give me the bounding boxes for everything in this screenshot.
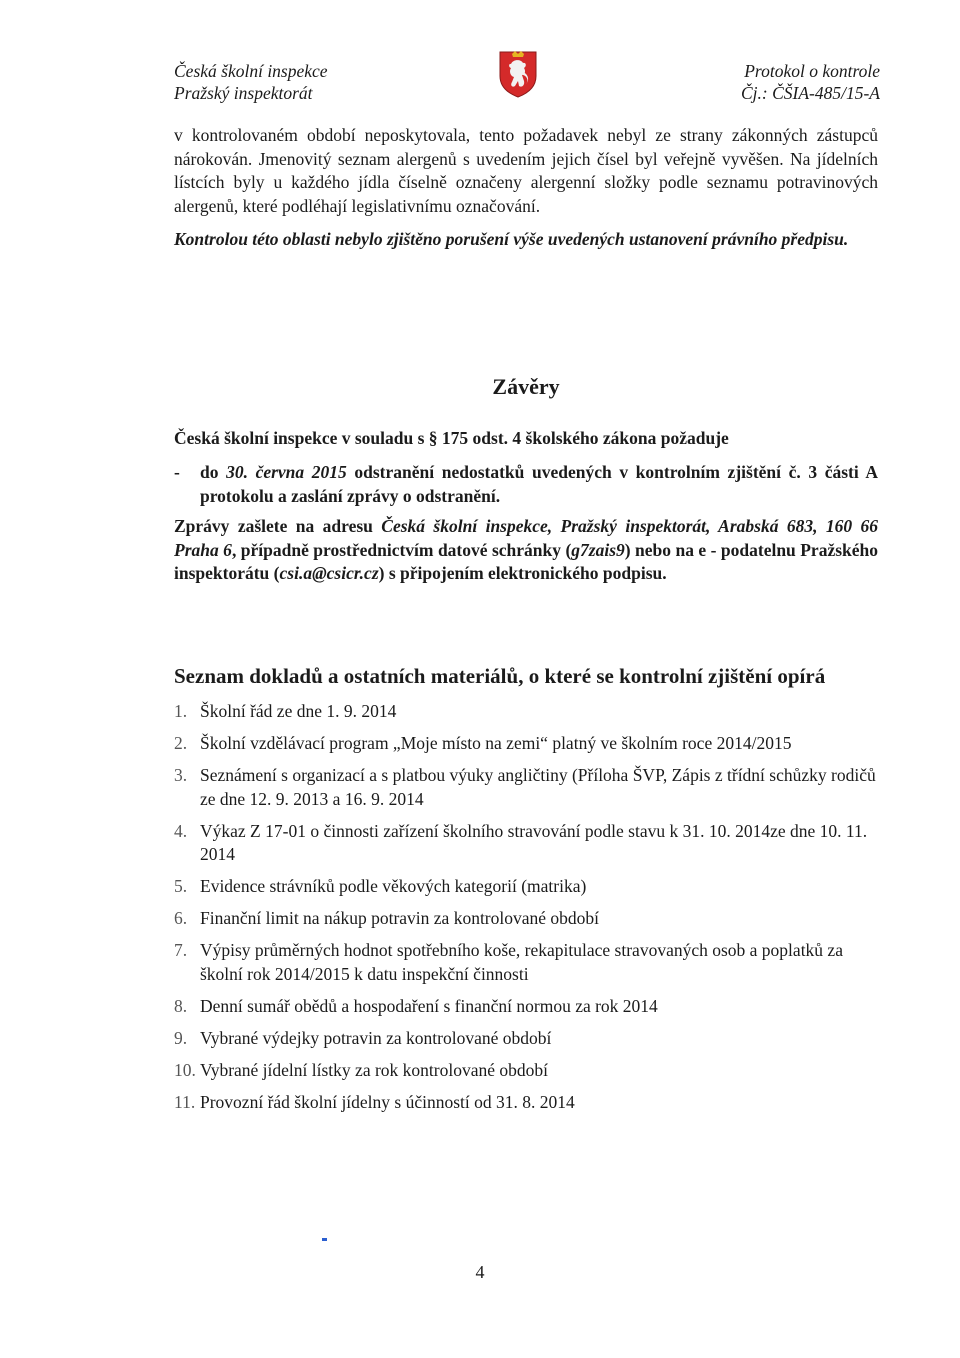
databox-id: g7zais9 (571, 539, 625, 560)
list-text: Evidence strávníků podle věkových kategorií (matrika) (200, 876, 587, 896)
page-number: 4 (475, 1262, 485, 1282)
list-text: Vybrané výdejky potravin za kontrolované období (200, 1027, 552, 1048)
list-number: 10. (174, 1059, 196, 1080)
list-number: 3. (174, 765, 188, 785)
requirement-date: 30. června 2015 (226, 462, 347, 482)
send-prefix: Zprávy zašlete na adresu (174, 516, 382, 536)
list-number: 4. (174, 820, 188, 841)
list-number: 5. (174, 876, 188, 896)
list-item (174, 939, 878, 986)
ink-mark (322, 1238, 327, 1241)
list-text: Výkaz Z 17-01 o činnosti zařízení školního stravování podle stavu k 31. 10. 2014ze dne 10. 11. 2014 (200, 820, 868, 864)
list-number: 1. (174, 701, 188, 721)
list-number: 11. (174, 1091, 196, 1112)
list-item (174, 732, 878, 756)
list-text: Školní vzdělávací program „Moje místo na zemi“ platný ve školním roce 2014/2015 (200, 733, 792, 753)
list-number: 9. (174, 1027, 188, 1048)
documents-list (174, 700, 878, 1123)
requirement-text (200, 461, 878, 508)
list-text: Finanční limit na nákup potravin za kontrolované období (200, 908, 600, 928)
reference-number: Čj.: ČŠIA-485/15-A (740, 83, 880, 103)
list-number: 8. (174, 995, 188, 1016)
list-number: 7. (174, 940, 188, 960)
list-dash: - (174, 462, 180, 482)
list-item (174, 764, 878, 811)
list-item (174, 995, 878, 1019)
list-text: Vybrané jídelní lístky za rok kontrolované období (200, 1059, 548, 1080)
header-inspectorate: Pražský inspektorát (174, 83, 313, 103)
header-right (741, 60, 880, 104)
list-item (174, 820, 878, 867)
header-institution: Česká školní inspekce (174, 61, 328, 81)
documents-title: Seznam dokladů a ostatních materiálů, o které se kontrolní zjištění opírá (174, 664, 826, 688)
requirement-prefix: do (200, 462, 227, 482)
send-middle: , případně prostřednictvím datové schránky ( (231, 539, 572, 560)
requirement-body: odstranění nedostatků uvedených v kontrolním zjištění č. 3 části A protokolu a zaslání zprávy o odstranění. (200, 462, 878, 506)
list-text: Provozní řád školní jídelny s účinností od 31. 8. 2014 (200, 1091, 575, 1112)
list-item (174, 907, 878, 931)
send-suffix: ) s připojením elektronického podpisu. (378, 563, 667, 583)
protocol-title: Protokol o kontrole (744, 61, 880, 81)
send-address: Česká školní inspekce, Pražský inspektorát, Arabská 683, 160 66 Praha 6 (174, 516, 879, 560)
list-item (174, 700, 878, 724)
email-address: csi.a@csicr.cz (279, 563, 379, 583)
header-left (174, 60, 328, 104)
conclusions-title: Závěry (492, 374, 560, 399)
list-text: Seznámení s organizací a s platbou výuky angličtiny (Příloha ŠVP, Zápis z třídní schůzky rodičů ze dne 12. 9. 2013 a 16. 9. 2014 (200, 765, 876, 809)
list-text: Školní řád ze dne 1. 9. 2014 (200, 701, 397, 721)
list-text: Výpisy průměrných hodnot spotřebního koše, rekapitulace stravovaných osob a poplatků za školní rok 2014/2015 k datu inspekční činnosti (200, 940, 843, 984)
send-middle2: ) nebo na e - podatelnu Pražského inspektorátu ( (174, 539, 879, 583)
list-item (174, 1059, 878, 1083)
czech-coat-of-arms-icon (498, 48, 538, 98)
list-item (174, 1027, 878, 1051)
requirement-item (174, 461, 878, 508)
send-instructions (174, 515, 878, 586)
list-text: Denní sumář obědů a hospodaření s finanční normou za rok 2014 (200, 995, 658, 1016)
intro-conclusion: Kontrolou této oblasti nebylo zjištěno porušení výše uvedených ustanovení právního předpisu. (174, 229, 849, 249)
intro-paragraph: v kontrolovaném období neposkytovala, tento požadavek nebyl ze strany zákonných zástupců nárokován. Jmenovitý seznam alergenů s uvedením jejich čísel byl veřejně vyvěšen. Na jídelních lístcích byly u každého jídla číselně označeny alergenní složky podle seznamu potravinových alergenů, které podléhají legislativnímu označování. (174, 125, 878, 216)
list-item (174, 1091, 878, 1115)
requirement-intro: Česká školní inspekce v souladu s § 175 odst. 4 školského zákona požaduje (174, 428, 729, 448)
list-number: 6. (174, 908, 188, 928)
list-item (174, 875, 878, 899)
list-number: 2. (174, 733, 188, 753)
